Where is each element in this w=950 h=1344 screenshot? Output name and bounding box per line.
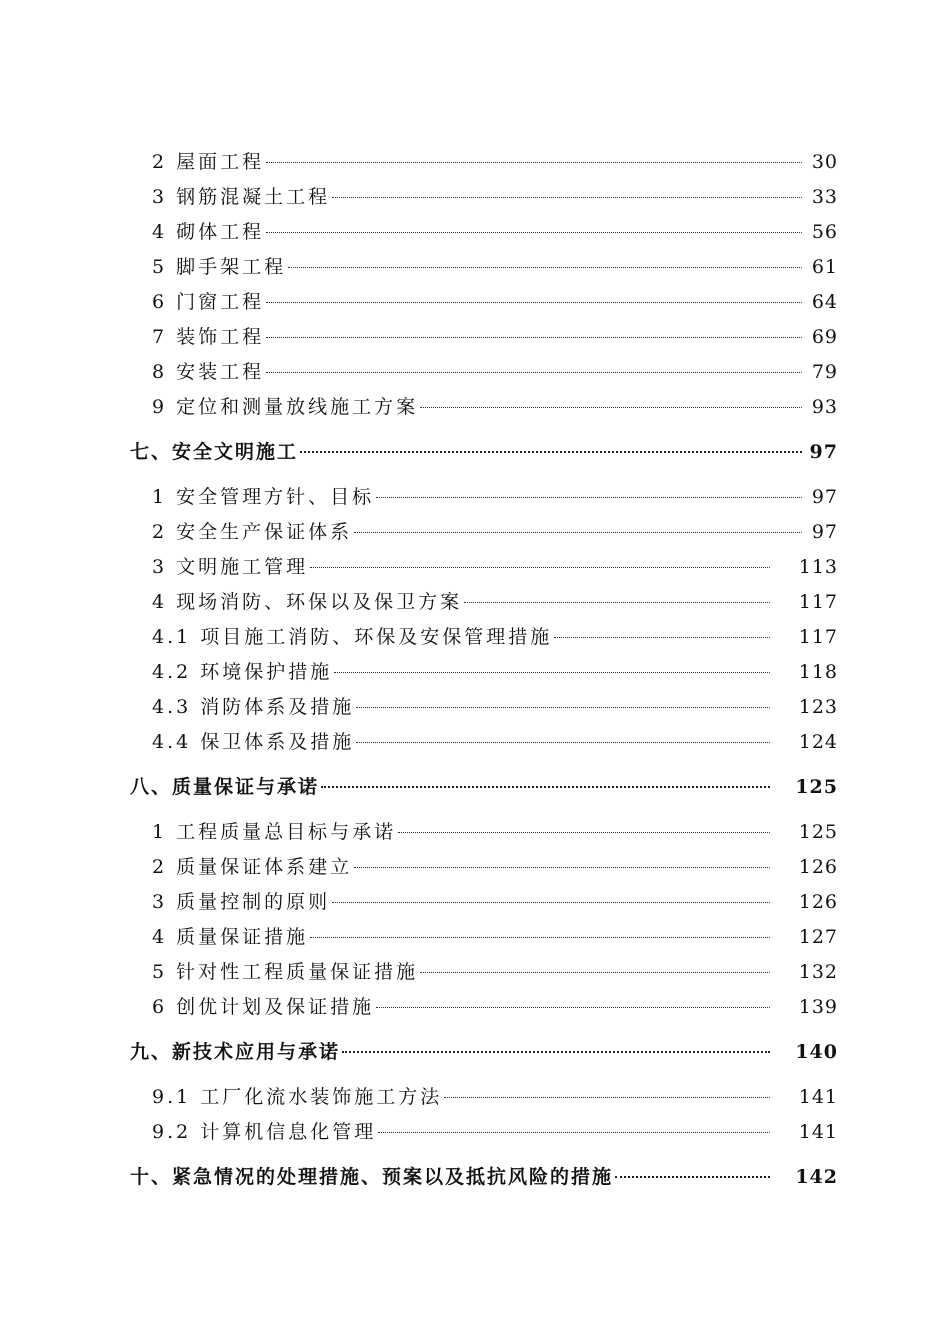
toc-entry-label: 4.1 项目施工消防、环保及安保管理措施 [152, 626, 553, 648]
dotted-leader [420, 972, 770, 973]
dotted-leader [266, 232, 802, 233]
dotted-leader [266, 302, 802, 303]
toc-entry-page-number: 123 [798, 696, 838, 718]
toc-entry[interactable] [152, 924, 838, 950]
dotted-leader [342, 1051, 770, 1053]
toc-entry[interactable] [152, 819, 838, 845]
toc-entry[interactable] [152, 1084, 838, 1110]
toc-entry-page-number: 56 [811, 221, 838, 243]
toc-entry-label: 4.2 环境保护措施 [152, 661, 333, 683]
toc-entry-page-number: 97 [811, 486, 838, 508]
toc-entry-label: 2 屋面工程 [152, 151, 265, 173]
toc-entry-label: 9.1 工厂化流水装饰施工方法 [152, 1086, 443, 1108]
dotted-leader [376, 1007, 770, 1008]
dotted-leader [554, 637, 770, 638]
toc-entry-page-number: 93 [811, 396, 838, 418]
toc-section-heading[interactable] [130, 1039, 838, 1065]
toc-entry[interactable] [152, 289, 838, 315]
toc-entry-label: 6 创优计划及保证措施 [152, 996, 375, 1018]
toc-entry-label: 8 安装工程 [152, 361, 265, 383]
toc-entry-page-number: 97 [809, 441, 838, 463]
toc-entry-label: 4 砌体工程 [152, 221, 265, 243]
dotted-leader [310, 937, 770, 938]
toc-entry[interactable] [152, 554, 838, 580]
dotted-leader [288, 267, 802, 268]
dotted-leader [332, 197, 802, 198]
toc-entry-page-number: 125 [798, 821, 838, 843]
dotted-leader [266, 337, 802, 338]
toc-entry-label: 2 质量保证体系建立 [152, 856, 353, 878]
toc-entry[interactable] [152, 184, 838, 210]
toc-entry-label: 4.3 消防体系及措施 [152, 696, 355, 718]
dotted-leader [398, 832, 770, 833]
dotted-leader [354, 867, 770, 868]
toc-entry-page-number: 113 [798, 556, 838, 578]
toc-entry[interactable] [152, 1119, 838, 1145]
toc-section-heading[interactable] [130, 439, 838, 465]
toc-entry-label: 1 安全管理方针、目标 [152, 486, 375, 508]
dotted-leader [266, 372, 802, 373]
toc-entry-label: 4 质量保证措施 [152, 926, 309, 948]
toc-entry[interactable] [152, 624, 838, 650]
toc-entry-page-number: 69 [811, 326, 838, 348]
toc-entry[interactable] [152, 854, 838, 880]
toc-entry-page-number: 132 [798, 961, 838, 983]
dotted-leader [378, 1132, 770, 1133]
dotted-leader [464, 602, 770, 603]
toc-entry[interactable] [152, 394, 838, 420]
toc-entry-page-number: 30 [811, 151, 838, 173]
dotted-leader [332, 902, 770, 903]
toc-entry-page-number: 141 [798, 1086, 838, 1108]
toc-entry-page-number: 125 [795, 776, 838, 798]
dotted-leader [334, 672, 770, 673]
toc-entry[interactable] [152, 589, 838, 615]
toc-entry-label: 七、安全文明施工 [130, 441, 299, 463]
toc-entry-page-number: 64 [811, 291, 838, 313]
toc-entry-label: 十、紧急情况的处理措施、预案以及抵抗风险的措施 [130, 1166, 614, 1188]
toc-entry-page-number: 124 [798, 731, 838, 753]
dotted-leader [300, 451, 802, 453]
toc-entry-label: 2 安全生产保证体系 [152, 521, 353, 543]
toc-entry-page-number: 139 [798, 996, 838, 1018]
dotted-leader [444, 1097, 770, 1098]
toc-entry-page-number: 118 [798, 661, 838, 683]
dotted-leader [356, 742, 770, 743]
toc-entry[interactable] [152, 324, 838, 350]
toc-entry[interactable] [152, 729, 838, 755]
toc-entry-page-number: 79 [811, 361, 838, 383]
dotted-leader [376, 497, 802, 498]
toc-entry-label: 9 定位和测量放线施工方案 [152, 396, 419, 418]
toc-entry[interactable] [152, 659, 838, 685]
dotted-leader [321, 786, 770, 788]
toc-entry-label: 1 工程质量总目标与承诺 [152, 821, 397, 843]
toc-entry-page-number: 117 [798, 591, 838, 613]
dotted-leader [266, 162, 802, 163]
dotted-leader [420, 407, 802, 408]
toc-entry[interactable] [152, 519, 838, 545]
toc-entry-page-number: 117 [798, 626, 838, 648]
toc-entry-page-number: 126 [798, 856, 838, 878]
toc-entry[interactable] [152, 149, 838, 175]
toc-entry-label: 9.2 计算机信息化管理 [152, 1121, 377, 1143]
toc-entry[interactable] [152, 359, 838, 385]
toc-entry-page-number: 142 [795, 1166, 838, 1188]
toc-entry-label: 八、质量保证与承诺 [130, 776, 320, 798]
toc-entry-page-number: 61 [811, 256, 838, 278]
toc-entry-page-number: 141 [798, 1121, 838, 1143]
toc-entry-label: 3 文明施工管理 [152, 556, 309, 578]
toc-entry-page-number: 126 [798, 891, 838, 913]
toc-entry[interactable] [152, 254, 838, 280]
dotted-leader [356, 707, 770, 708]
dotted-leader [615, 1176, 770, 1178]
toc-entry[interactable] [152, 219, 838, 245]
toc-section-heading[interactable] [130, 1164, 838, 1190]
dotted-leader [310, 567, 770, 568]
toc-entry-label: 5 针对性工程质量保证措施 [152, 961, 419, 983]
toc-entry-label: 6 门窗工程 [152, 291, 265, 313]
toc-entry-page-number: 127 [798, 926, 838, 948]
toc-entry-page-number: 140 [795, 1041, 838, 1063]
toc-entry-label: 4.4 保卫体系及措施 [152, 731, 355, 753]
toc-entry[interactable] [152, 994, 838, 1020]
toc-entry-label: 九、新技术应用与承诺 [130, 1041, 341, 1063]
toc-entry-label: 3 钢筋混凝土工程 [152, 186, 331, 208]
toc-entry-page-number: 33 [811, 186, 838, 208]
toc-entry[interactable] [152, 959, 838, 985]
dotted-leader [354, 532, 802, 533]
toc-entry-label: 4 现场消防、环保以及保卫方案 [152, 591, 463, 613]
toc-entry-page-number: 97 [811, 521, 838, 543]
toc-entry[interactable] [152, 484, 838, 510]
toc-section-heading[interactable] [130, 774, 838, 800]
toc-entry[interactable] [152, 889, 838, 915]
toc-entry-label: 5 脚手架工程 [152, 256, 287, 278]
toc-entry-label: 3 质量控制的原则 [152, 891, 331, 913]
toc-entry-label: 7 装饰工程 [152, 326, 265, 348]
toc-entry[interactable] [152, 694, 838, 720]
